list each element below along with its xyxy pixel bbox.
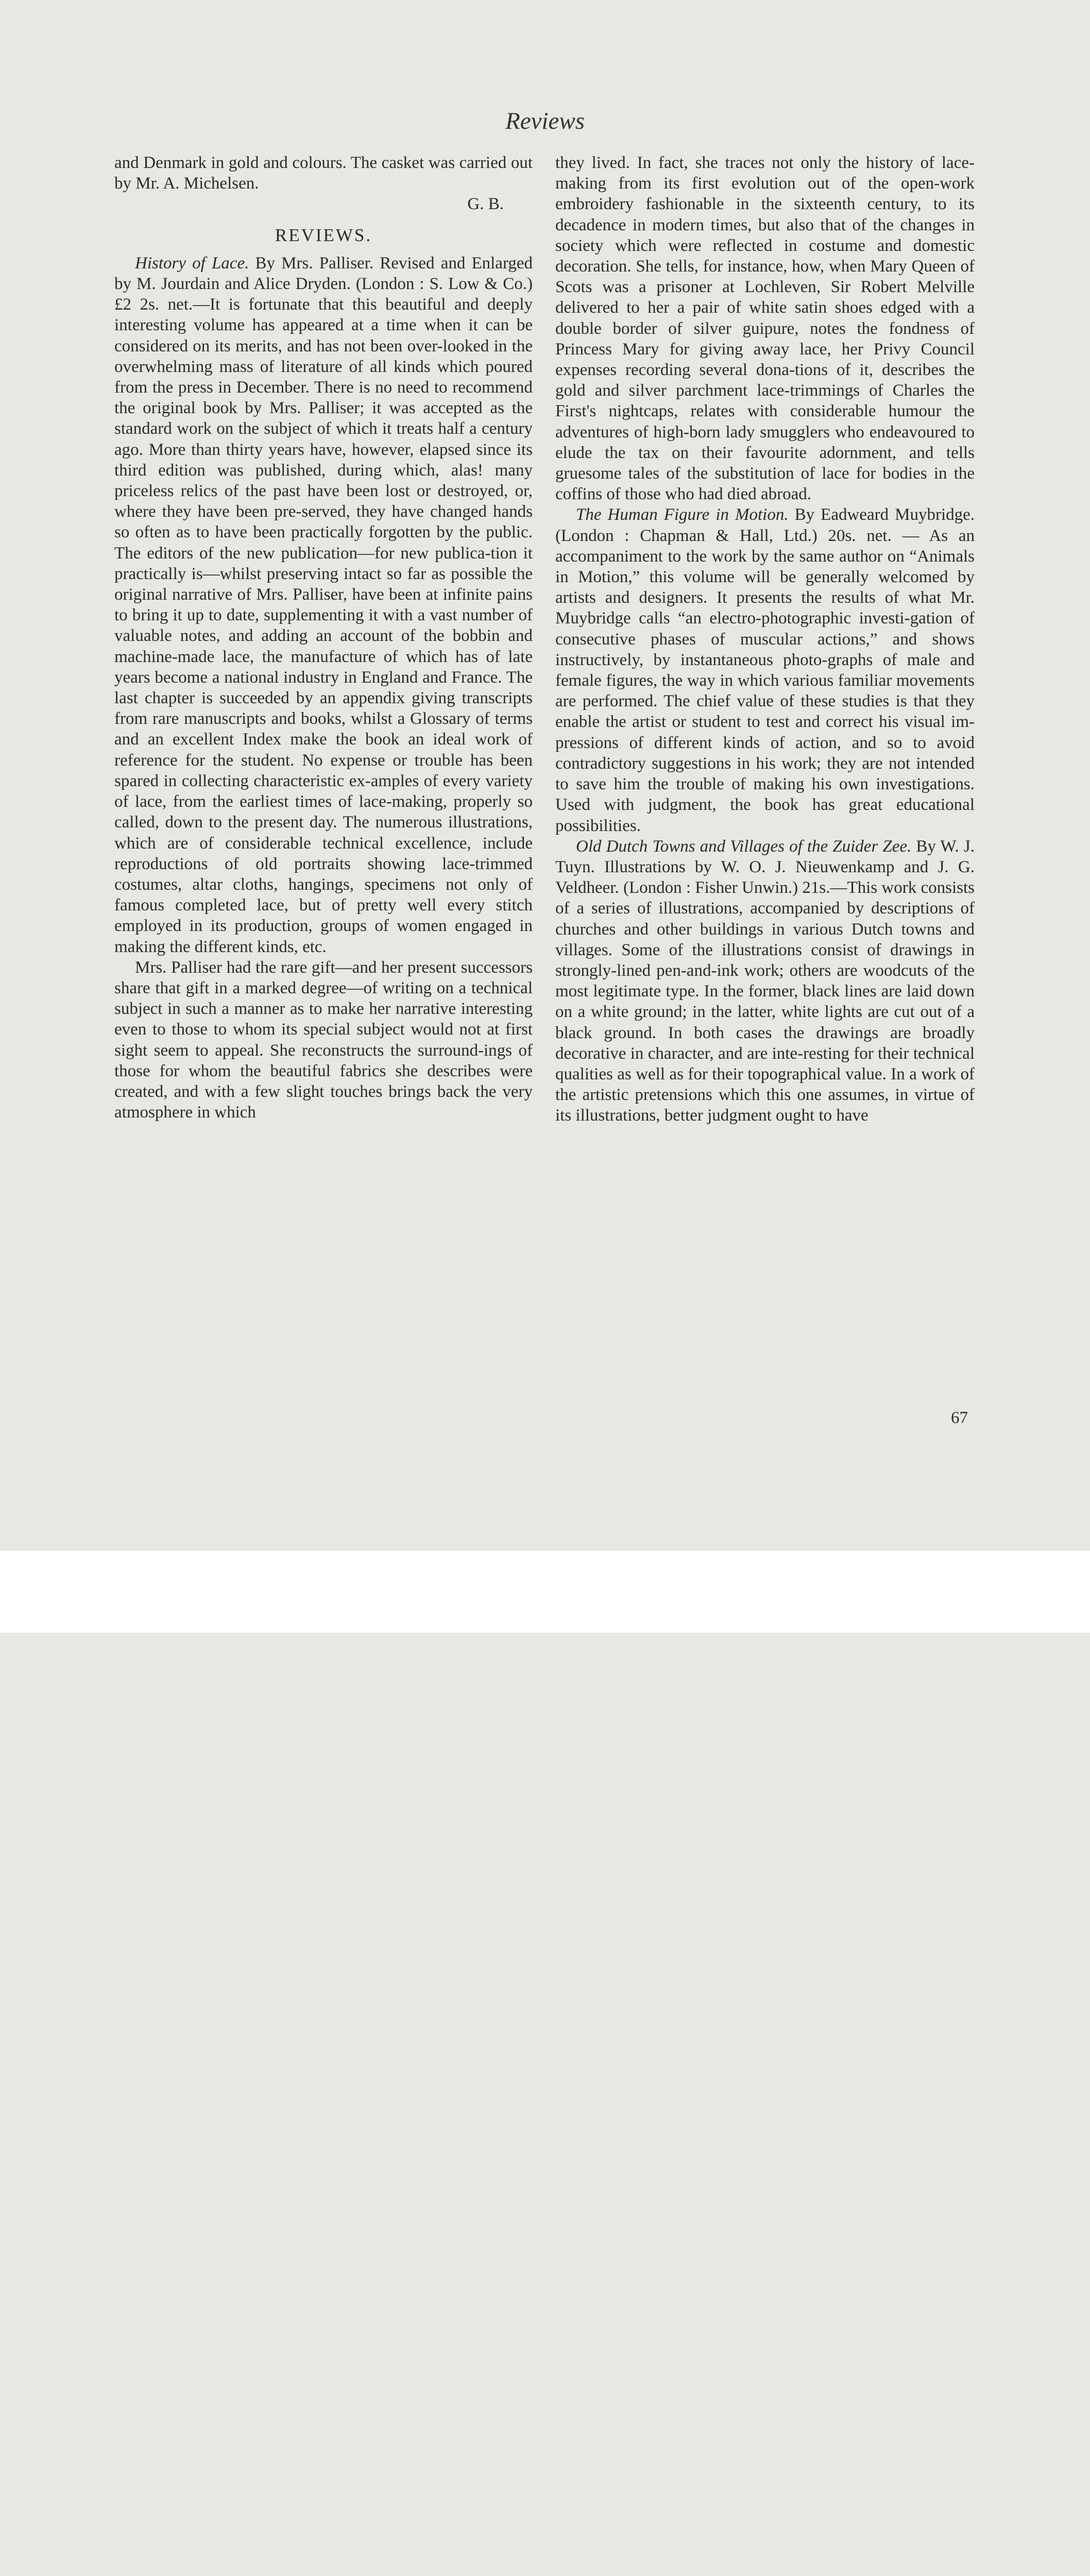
running-head: Reviews <box>505 108 585 134</box>
review-meta: By Mrs. Palliser. Revised and Enlarged by M. Jourdain and Alice Dryden. (London : S. Low & Co.) £2 2s. net.— <box>114 253 533 314</box>
signature: G. B. <box>467 195 504 214</box>
intro-paragraph: and Denmark in gold and colours. The casket was carried out by Mr. A. Michelsen. <box>114 154 533 193</box>
review-body: By Eadweard Muybridge. (London : Chapman & Hall, Ltd.) 20s. net. — As an accompaniment to the work by the same author on “Animals in Motion,” this volume will be generally welcomed by artists and designers. It presents the results of what Mr. Muybridge calls “an electro-photographic investi-gation of consecutive phases of muscular actions,” and shows instructively, by instantaneous photo-graphs of male and female figures, the way in which various familiar movements are performed. The chief value of these studies is that they enable the artist or student to test and correct his visual im-pressions of different kinds of action, and so to avoid contradictory suggestions in his work; they are not intended to save him the trouble of making his own investigations. Used with judgment, the book has great educational possibilities. <box>555 505 975 835</box>
review-paragraph <box>114 253 533 957</box>
body-paragraph: Mrs. Palliser had the rare gift—and her present successors share that gift in a marked degree—of writing on a technical subject in such a manner as to make her narrative interesting even to those to whom its special subject would not at first sight seem to appeal. She reconstructs the surround-ings of those for whom the beautiful fabrics she describes were created, and with a few slight touches brings back the very atmosphere in which <box>114 958 533 1122</box>
review-body: By W. J. Tuyn. Illustrations by W. O. J. Nieuwenkamp and J. G. Veldheer. (London : Fisher Unwin.) 21s.—This work consists of a series of illustrations, accompanied by descriptions of churches and other buildings in various Dutch towns and villages. Some of the illustrations consist of drawings in strongly-lined pen-and-ink work; others are woodcuts of the most legitimate type. In the former, black lines are laid down on a white ground; in the latter, white lights are cut out of a black ground. In both cases the drawings are broadly decorative in character, and are inte-resting for their technical qualities as well as for their topographical value. In a work of the artistic pretensions which this one assumes, in virtue of its illustrations, better judgment ought to have <box>555 837 975 1125</box>
review-body: It is fortunate that this beautiful and deeply interesting volume has appeared at a time when it can be considered on its merits, and has not been over-looked in the overwhelming mass of literature of all kinds which poured from the press in December. There is no need to recommend the original book by Mrs. Palliser; it was accepted as the standard work on the subject of which it treats half a century ago. More than thirty years have, however, elapsed since its third edition was published, during which, alas! many priceless relics of the past have been lost or destroyed, or, where they have been pre-served, they have changed hands so often as to have been practically forgotten by the public. The editors of the new publication—for new publica-tion it practically is—whilst preserving intact so far as possible the original narrative of Mrs. Palliser, have been at infinite pains to bring it up to date, supplementing it with a vast number of valuable notes, and adding an account of the bobbin and machine-made lace, the manufacture of which has of late years become a national industry in England and France. The last chapter is succeeded by an appendix giving transcripts from rare manuscripts and books, whilst a Glossary of terms and an excellent Index make the book an ideal work of reference for the student. No expense or trouble has been spared in collecting characteristic ex-amples of every variety of lace, from the earliest times of lace-making, properly so called, down to the present day. The numerous illustrations, which are of considerable technical excellence, include reproductions of old portraits showing lace-trimmed costumes, altar cloths, hangings, specimens not only of famous completed lace, but of pretty well every stitch employed in its production, groups of women engaged in making the different kinds, etc. <box>114 295 533 956</box>
page-number: 67 <box>951 1409 968 1427</box>
review-title: Old Dutch Towns and Villages of the Zuider Zee. <box>576 837 912 856</box>
right-column <box>555 152 975 1126</box>
review-title: The Human Figure in Motion. <box>576 505 789 524</box>
body-paragraph: they lived. In fact, she traces not only the history of lace-making from its first evolution out of the open-work embroidery fashionable in the sixteenth century, to its decadence in modern times, but also that of the changes in society which were reflected in costume and domestic decoration. She tells, for instance, how, when Mary Queen of Scots was a prisoner at Lochleven, Sir Robert Melville delivered to her a pair of white satin shoes edged with a double border of silver guipure, notes the fondness of Princess Mary for giving away lace, her Privy Council expenses recording several dona-tions of it, describes the gold and silver parchment lace-trimmings of Charles the First's nightcaps, relates with considerable humour the adventures of high-born lady smugglers who endeavoured to elude the tax on their favourite adornment, and tells gruesome tales of the substitution of lace for bodies in the coffins of those who had died abroad. <box>555 154 975 504</box>
review-paragraph <box>555 836 975 1126</box>
review-title: History of Lace. <box>135 253 249 273</box>
left-column <box>114 152 533 1123</box>
footer-bar <box>0 1551 1090 1633</box>
section-heading: REVIEWS. <box>275 225 372 245</box>
review-paragraph <box>555 504 975 836</box>
